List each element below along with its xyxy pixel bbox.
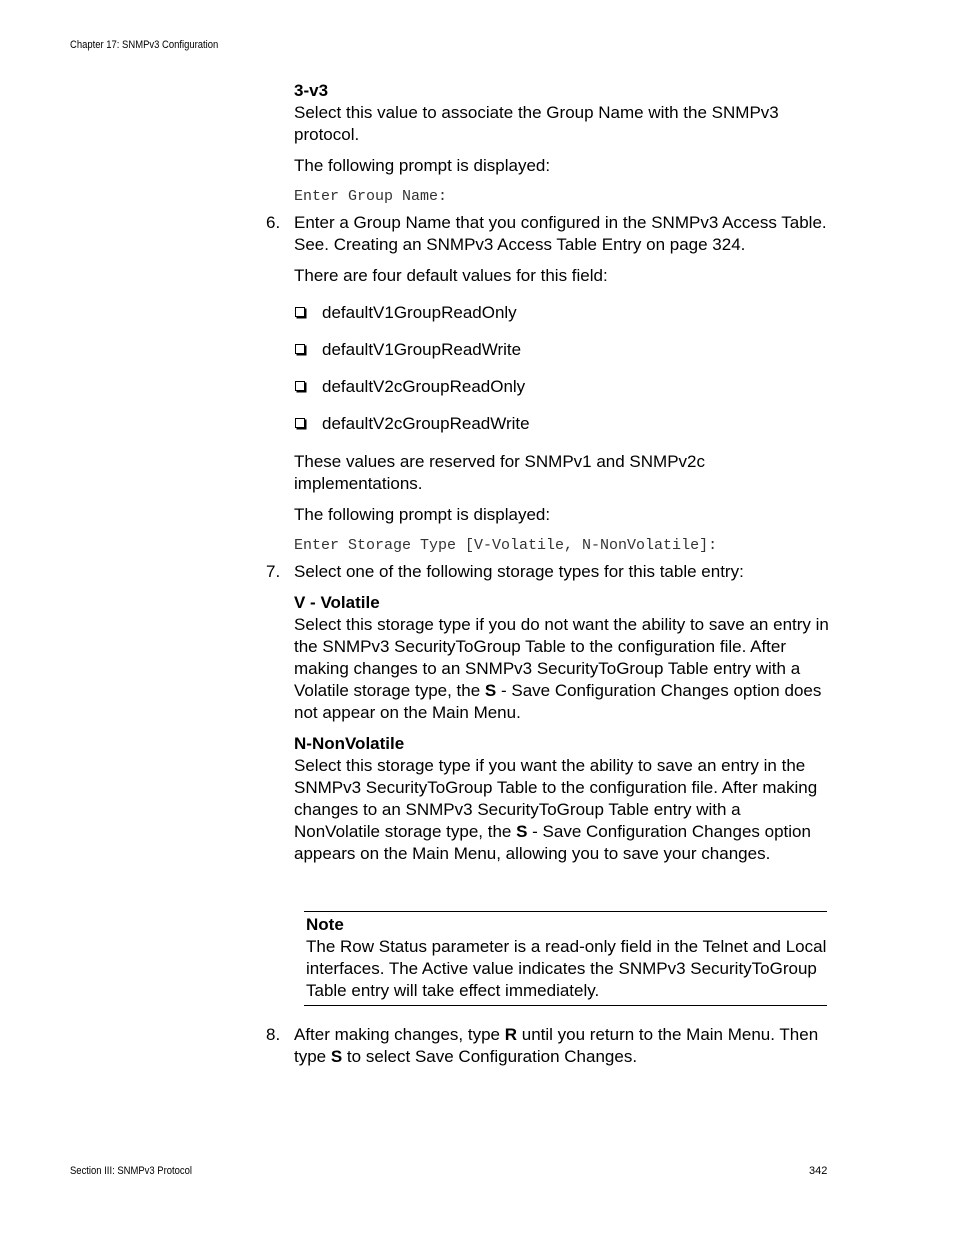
list-item: defaultV2cGroupReadWrite [294, 413, 829, 435]
checkbox-bullet-icon [295, 418, 305, 428]
page-footer-section: Section III: SNMPv3 Protocol [70, 1165, 192, 1177]
step-6-number: 6. [266, 213, 281, 232]
note-box [304, 911, 827, 1006]
nonvolatile-term: N-NonVolatile [294, 734, 405, 753]
step-8 [266, 1024, 829, 1068]
page-number: 342 [809, 1165, 828, 1177]
note-text: The Row Status parameter is a read-only field in the Telnet and Local interfaces. The Active value indicates the SNMPv3 SecurityToGroup Table entry will take effect immediately. [306, 937, 827, 1000]
step-6 [266, 212, 829, 256]
prompt-intro-2: The following prompt is displayed: [294, 505, 551, 524]
checkbox-bullet-icon [295, 307, 305, 317]
main-content [266, 80, 829, 874]
note-title: Note [306, 915, 344, 934]
step-8-text: After making changes, type R until you return to the Main Menu. Then type S to select Save Configuration Changes. [294, 1025, 819, 1066]
step-7-number: 7. [266, 562, 281, 581]
checkbox-bullet-icon [295, 381, 305, 391]
step-8-number: 8. [266, 1025, 281, 1044]
list-item: defaultV1GroupReadOnly [294, 302, 829, 324]
defaults-intro: There are four default values for this field: [294, 266, 608, 285]
prompt-intro-1: The following prompt is displayed: [294, 156, 551, 175]
volatile-term: V - Volatile [294, 593, 380, 612]
list-item: defaultV1GroupReadWrite [294, 339, 829, 361]
page-header-chapter: Chapter 17: SNMPv3 Configuration [70, 39, 219, 51]
prompt-group-name: Enter Group Name: [294, 188, 448, 205]
step-6-text: Enter a Group Name that you configured in the SNMPv3 Access Table. See. Creating an SNMPv3 Access Table Entry on page 324. [294, 213, 827, 254]
nonvolatile-description: Select this storage type if you want the ability to save an entry in the SNMPv3 SecurityToGroup Table to the configuration file. After making changes to an SNMPv3 SecurityToGroup Table entry with a NonVolatile storage type, the S - Save Configuration Changes option appears on the Main Menu, allowing you to save your changes. [294, 756, 818, 863]
prompt-storage-type: Enter Storage Type [V-Volatile, N-NonVolatile]: [294, 537, 718, 554]
step-7-text: Select one of the following storage types for this table entry: [294, 562, 744, 581]
volatile-description: Select this storage type if you do not want the ability to save an entry in the SNMPv3 SecurityToGroup Table to the configuration file. After making changes to an SNMPv3 SecurityToGroup Table entry with a Volatile storage type, the S - Save Configuration Changes option does not appear on the Main Menu. [294, 615, 829, 722]
reserved-text: These values are reserved for SNMPv1 and SNMPv2c implementations. [294, 452, 706, 493]
checkbox-bullet-icon [295, 344, 305, 354]
step-7 [266, 561, 829, 583]
v3-term: 3-v3 [294, 81, 329, 100]
v3-description: Select this value to associate the Group Name with the SNMPv3 protocol. [294, 103, 779, 144]
defaults-list [294, 302, 829, 435]
list-item: defaultV2cGroupReadOnly [294, 376, 829, 398]
